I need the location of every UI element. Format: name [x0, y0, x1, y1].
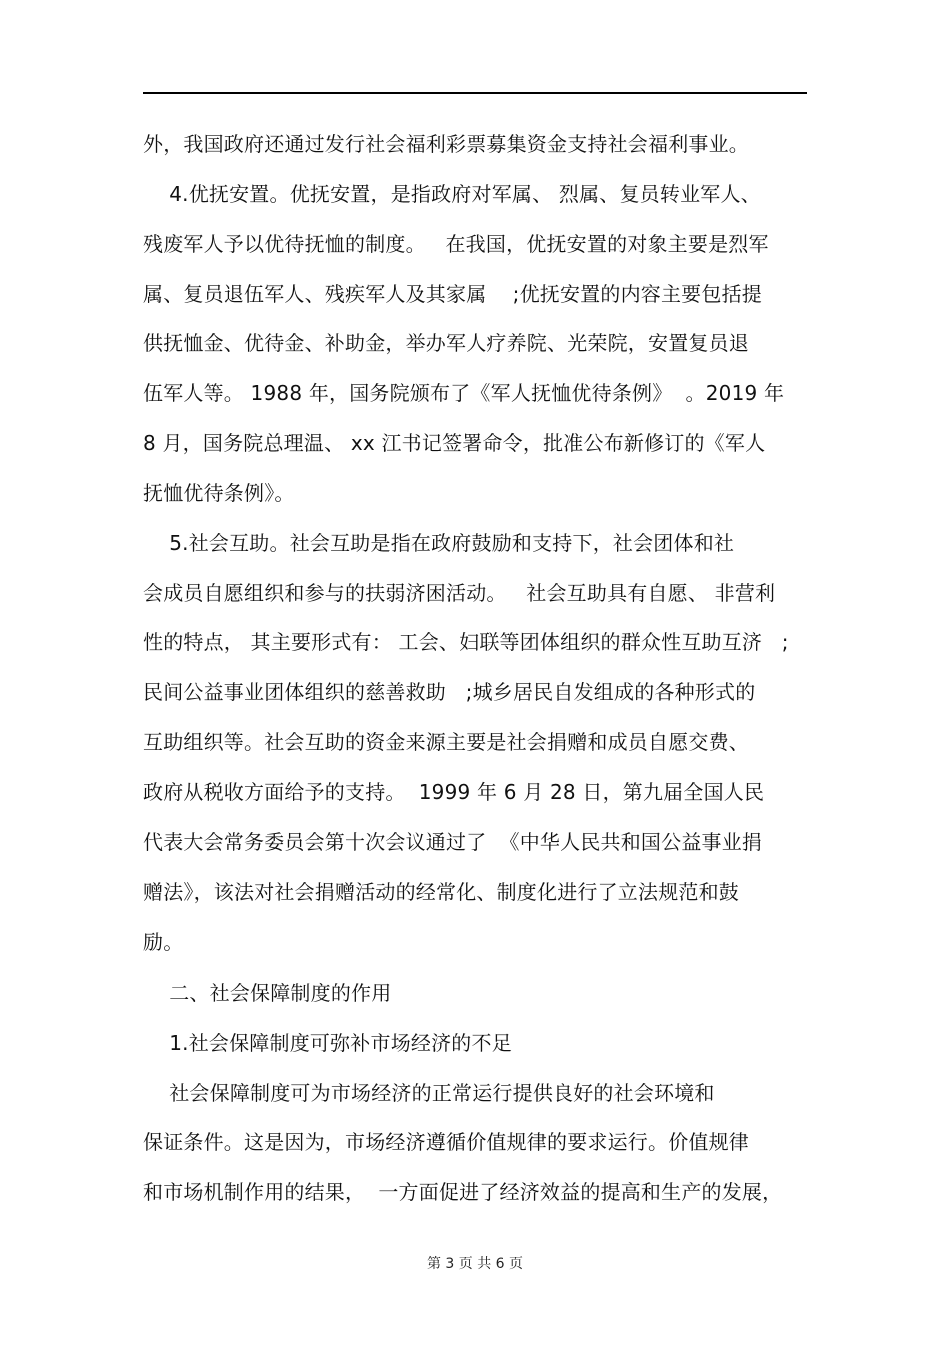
text-line: 代表大会常务委员会第十次会议通过了 《中华人民共和国公益事业捐	[143, 830, 763, 854]
text-line: 民间公益事业团体组织的慈善救助 ;城乡居民自发组成的各种形式的	[143, 680, 756, 704]
text-line: 8 月，国务院总理温、 xx 江书记签署命令，批准公布新修订的《军人	[143, 431, 766, 455]
subsection-heading: 1.社会保障制度可弥补市场经济的不足	[143, 1031, 512, 1055]
text-line: 会成员自愿组织和参与的扶弱济困活动。 社会互助具有自愿、 非营利	[143, 581, 776, 605]
text-line: 社会保障制度可为市场经济的正常运行提供良好的社会环境和	[143, 1081, 715, 1105]
text-line: 抚恤优待条例》。	[143, 481, 295, 505]
text-line: 保证条件。这是因为，市场经济遵循价值规律的要求运行。价值规律	[143, 1130, 749, 1154]
text-line: 和市场机制作用的结果， 一方面促进了经济效益的提高和生产的发展，	[143, 1180, 783, 1204]
text-line: 政府从税收方面给予的支持。 1999 年 6 月 28 日，第九届全国人民	[143, 780, 765, 804]
text-line: 残废军人予以优待抚恤的制度。 在我国，优抚安置的对象主要是烈军	[143, 232, 769, 256]
text-line: 性的特点， 其主要形式有： 工会、妇联等团体组织的群众性互助互济 ;	[143, 630, 789, 654]
text-line: 4.优抚安置。优抚安置，是指政府对军属、 烈属、复员转业军人、	[143, 182, 761, 206]
section-heading: 二、社会保障制度的作用	[143, 981, 392, 1005]
text-line: 互助组织等。社会互助的资金来源主要是社会捐赠和成员自愿交费、	[143, 730, 749, 754]
text-line: 赠法》，该法对社会捐赠活动的经常化、制度化进行了立法规范和鼓	[143, 880, 739, 904]
text-line: 属、复员退伍军人、残疾军人及其家属 ;优抚安置的内容主要包括提	[143, 282, 762, 306]
text-line: 伍军人等。 1988 年，国务院颁布了《军人抚恤优待条例》 。2019 年	[143, 381, 785, 405]
page-number: 第 3 页 共 6 页	[426, 1256, 524, 1272]
text-line: 励。	[143, 930, 184, 954]
header-rule	[143, 92, 807, 94]
text-line: 5.社会互助。社会互助是指在政府鼓励和支持下，社会团体和社	[143, 531, 735, 555]
text-line: 供抚恤金、优待金、补助金，举办军人疗养院、光荣院，安置复员退	[143, 331, 749, 355]
text-line: 外，我国政府还通过发行社会福利彩票募集资金支持社会福利事业。	[143, 132, 749, 156]
